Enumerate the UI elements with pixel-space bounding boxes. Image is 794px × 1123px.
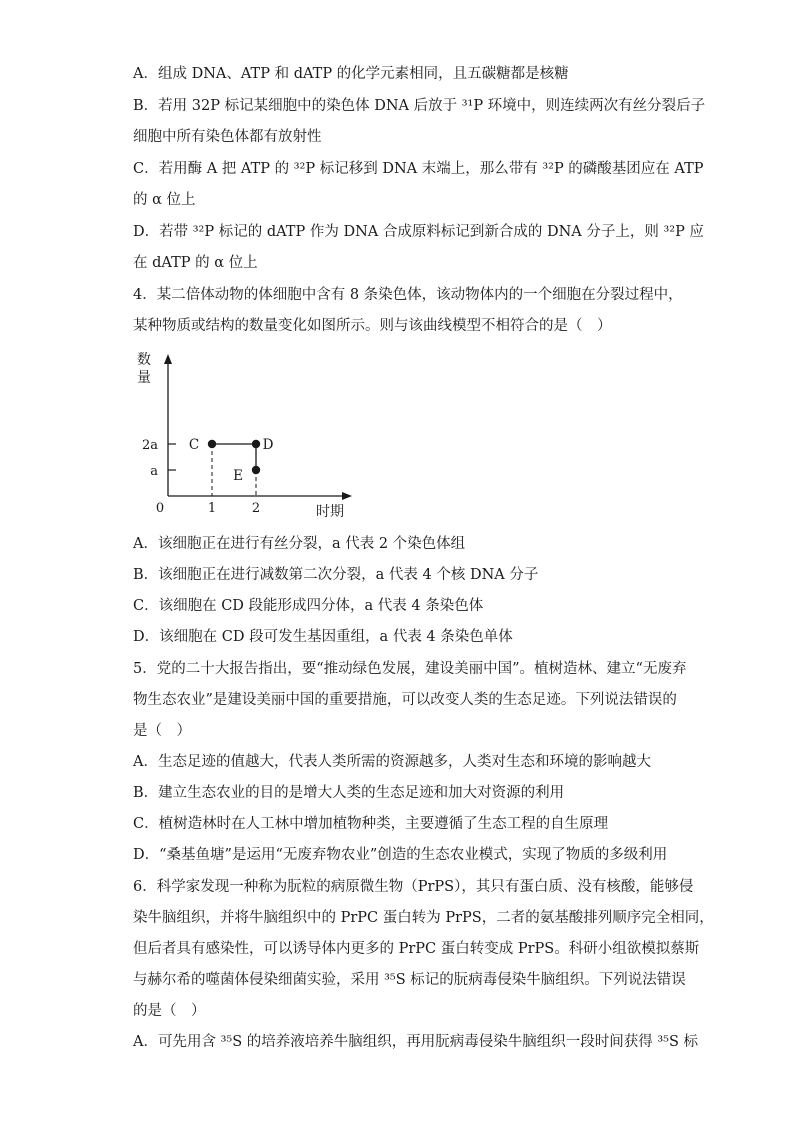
y-axis-label-bottom: 量	[137, 370, 151, 386]
y-axis-arrow	[164, 354, 172, 364]
x-tick-label: 2	[251, 501, 261, 516]
q5-option-a: A．生态足迹的值越大，代表人类所需的资源越多，人类对生态和环境的影响越大	[133, 754, 651, 770]
q3-option-d-line2: 在 dATP 的 α 位上	[133, 255, 258, 271]
y-tick-label: a	[150, 464, 158, 479]
q3-option-c-line2: 的 α 位上	[133, 192, 196, 208]
q6-option-a: A．可先用含 ³⁵S 的培养液培养牛脑组织，再用朊病毒侵染牛脑组织一段时间获得 ³⁵S 标	[133, 1034, 699, 1050]
chart-marks	[189, 437, 274, 496]
q3-option-b-line2: 细胞中所有染色体都有放射性	[133, 129, 322, 145]
q4-option-b: B．该细胞正在进行减数第二次分裂，a 代表 4 个核 DNA 分子	[133, 567, 539, 583]
q5-option-d: D．“桑基鱼塘”是运用“无废弃物农业”创造的生态农业模式，实现了物质的多级利用	[133, 847, 668, 863]
q5-stem-line1: 5．党的二十大报告指出，要“推动绿色发展，建设美丽中国”。植树造林、建立“无废弃	[133, 661, 687, 677]
q3-option-d-line1: D．若带 ³²P 标记的 dATP 作为 DNA 合成原料标记到新合成的 DNA 分子上，则 ³²P 应	[133, 224, 704, 240]
series-line	[212, 444, 256, 470]
q5-option-b: B．建立生态农业的目的是增大人类的生态足迹和加大对资源的利用	[133, 785, 565, 801]
x-tick-label: 1	[207, 501, 217, 516]
point-label-e: E	[233, 468, 243, 484]
data-point-e	[252, 466, 260, 474]
q5-option-c: C．植树造林时在人工林中增加植物种类，主要遵循了生态工程的自生原理	[133, 816, 609, 832]
count-period-chart	[130, 340, 370, 525]
q4-stem-line1: 4．某二倍体动物的体细胞中含有 8 条染色体，该动物体内的一个细胞在分裂过程中，	[133, 287, 683, 303]
q4-option-c: C．该细胞在 CD 段能形成四分体，a 代表 4 条染色体	[133, 598, 484, 614]
y-tick-label: 2a	[141, 438, 158, 453]
q6-stem-line4: 与赫尔希的噬菌体侵染细菌实验，采用 ³⁵S 标记的朊病毒侵染牛脑组织。下列说法错误	[133, 972, 686, 988]
q4-option-d: D．该细胞在 CD 段可发生基因重组，a 代表 4 条染色单体	[133, 629, 513, 645]
q6-stem-line2: 染牛脑组织，并将牛脑组织中的 PrPC 蛋白转为 PrPS，二者的氨基酸排列顺序完全相同，	[133, 910, 714, 926]
q6-stem-line5: 的是（ ）	[133, 1003, 206, 1019]
x-axis-arrow	[342, 492, 352, 500]
q4-option-a: A．该细胞正在进行有丝分裂，a 代表 2 个染色体组	[133, 536, 466, 552]
data-point-d	[252, 440, 260, 448]
data-point-c	[208, 440, 216, 448]
q6-stem-line1: 6．科学家发现一种称为朊粒的病原微生物（PrPS），其只有蛋白质、没有核酸，能够侵	[133, 879, 694, 895]
chart-axes	[164, 354, 352, 500]
y-axis-label-top: 数	[137, 352, 151, 368]
point-label-c: C	[188, 437, 200, 453]
x-axis-label: 时期	[316, 504, 344, 520]
point-label-d: D	[262, 437, 274, 453]
origin-label: 0	[155, 501, 165, 516]
q5-stem-line3: 是（ ）	[133, 723, 191, 739]
q3-option-a: A．组成 DNA、ATP 和 dATP 的化学元素相同，且五碳糖都是核糖	[133, 66, 569, 82]
q3-option-b-line1: B．若用 32P 标记某细胞中的染色体 DNA 后放于 ³¹P 环境中，则连续两次有丝分裂后子	[133, 98, 706, 114]
q5-stem-line2: 物生态农业”是建设美丽中国的重要措施，可以改变人类的生态足迹。下列说法错误的	[133, 692, 677, 708]
q6-stem-line3: 但后者具有感染性，可以诱导体内更多的 PrPC 蛋白转变成 PrPS。科研小组欲模拟蔡斯	[133, 941, 700, 957]
q4-stem-line2: 某种物质或结构的数量变化如图所示。则与该曲线模型不相符合的是（ ）	[133, 318, 612, 334]
q3-option-c-line1: C．若用酶 A 把 ATP 的 ³²P 标记移到 DNA 末端上，那么带有 ³²P 的磷酸基团应在 ATP	[133, 161, 704, 177]
